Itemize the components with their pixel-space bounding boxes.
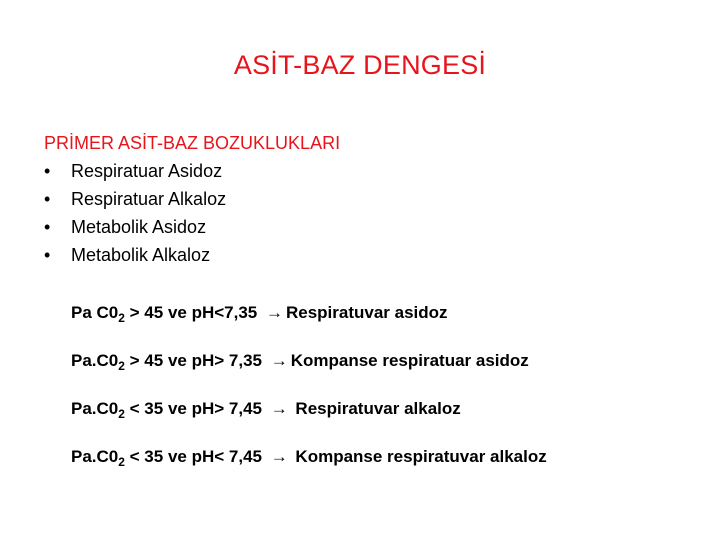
rule-subscript: 2 (118, 311, 125, 325)
rule-condition: < 35 ve pH< 7,45 (124, 447, 267, 466)
rule-row (71, 442, 547, 490)
list-item-label: Respiratuar Asidoz (71, 161, 223, 181)
bullet-icon: • (44, 189, 51, 209)
rule-condition: < 35 ve pH> 7,45 (124, 399, 267, 418)
rule-prefix: Pa.C0 (71, 399, 119, 418)
list-item (44, 241, 340, 269)
list-item-label: Metabolik Asidoz (71, 217, 207, 237)
diagnosis-rules (71, 298, 547, 490)
bullet-icon: • (44, 245, 51, 265)
list-item (44, 213, 340, 241)
rule-result: Kompanse respiratuvar alkaloz (290, 447, 547, 466)
disorder-list (44, 157, 340, 269)
rule-row (71, 346, 547, 394)
arrow-right-icon: → (270, 351, 288, 370)
rule-subscript: 2 (118, 359, 125, 373)
rule-result: Kompanse respiratuar asidoz (290, 351, 529, 370)
list-item-label: Respiratuar Alkaloz (71, 189, 227, 209)
list-item (44, 185, 340, 213)
section-heading: PRİMER ASİT-BAZ BOZUKLUKLARI (44, 133, 341, 153)
arrow-right-icon: → (270, 447, 288, 466)
rule-subscript: 2 (118, 455, 125, 469)
rule-result: Respiratuvar asidoz (285, 303, 448, 322)
bullet-icon: • (44, 217, 51, 237)
list-item (44, 157, 340, 185)
rule-condition: > 45 ve pH> 7,35 (124, 351, 267, 370)
rule-condition: > 45 ve pH<7,35 (124, 303, 262, 322)
bullet-icon: • (44, 161, 51, 181)
arrow-right-icon: → (270, 399, 288, 418)
rule-result: Respiratuvar alkaloz (290, 399, 461, 418)
rule-subscript: 2 (118, 407, 125, 421)
rule-prefix: Pa.C0 (71, 447, 119, 466)
slide-title: ASİT-BAZ DENGESİ (233, 50, 487, 80)
rule-prefix: Pa.C0 (71, 351, 119, 370)
rule-prefix: Pa C0 (71, 303, 119, 322)
rule-row (71, 298, 547, 346)
list-item-label: Metabolik Alkaloz (71, 245, 211, 265)
rule-row (71, 394, 547, 442)
disorders-section (44, 129, 340, 269)
arrow-right-icon: → (265, 303, 283, 322)
